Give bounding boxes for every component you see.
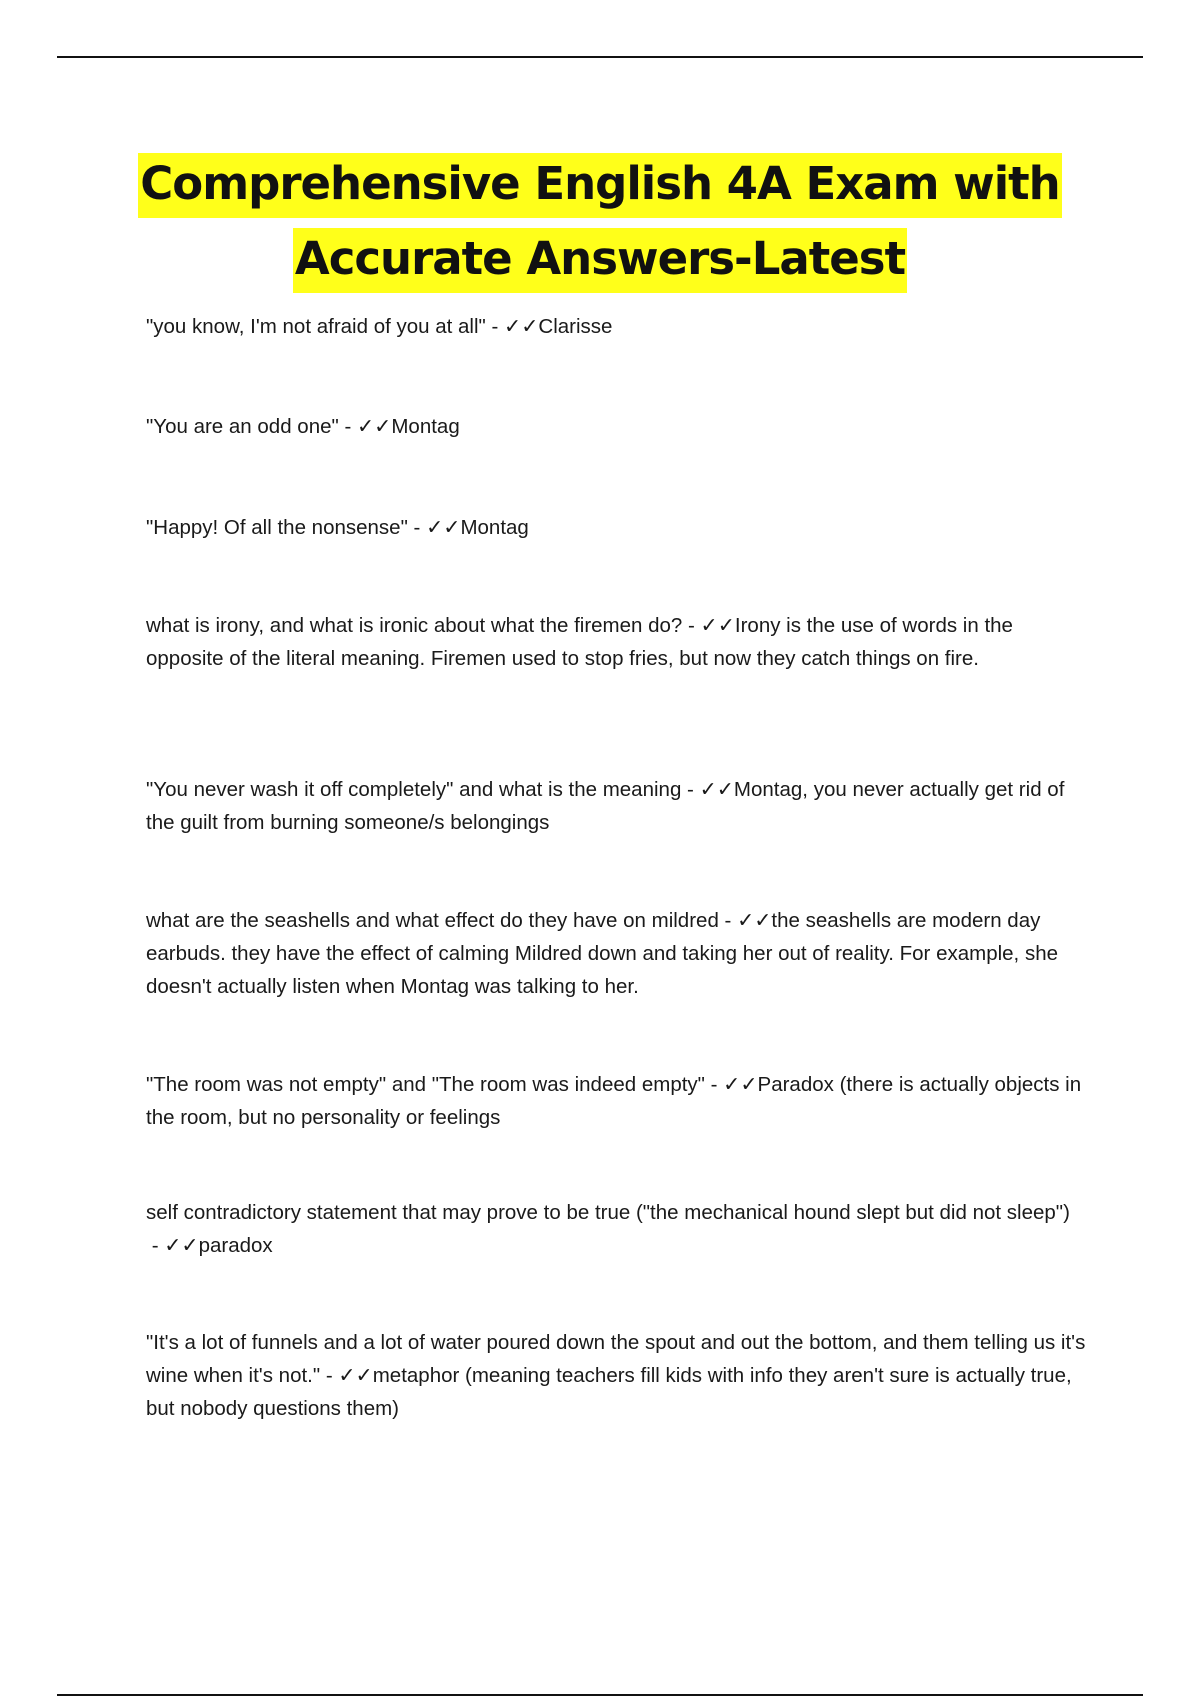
qa-question: self contradictory statement that may prove to be true ("the mechanical hound slept but did not sleep") [146,1201,1070,1224]
qa-item [146,310,1086,343]
qa-separator: - [320,1364,339,1387]
qa-answer: Irony is the use of words in the opposite of the literal meaning. Firemen used to stop fries, but now they catch things on fire. [146,614,1013,670]
qa-separator: - [338,415,357,438]
qa-item [146,773,1086,839]
double-check-icon: ✓✓ [699,778,734,801]
title-text-1: Comprehensive English 4A Exam with [138,153,1061,218]
qa-separator: - [485,315,505,338]
title-text-2: Accurate Answers-Latest [293,228,907,293]
qa-item [146,1068,1086,1134]
qa-item [146,609,1086,675]
qa-question: "Happy! Of all the nonsense" [146,516,408,539]
double-check-icon: ✓✓ [700,614,735,637]
document-title [0,146,1200,296]
top-rule [57,56,1143,58]
qa-answer: Clarisse [538,315,613,338]
double-check-icon: ✓✓ [338,1364,373,1387]
qa-item [146,511,1086,544]
qa-separator: - [146,1234,165,1257]
qa-item [146,904,1086,1003]
double-check-icon: ✓✓ [426,516,461,539]
qa-answer: Montag [391,415,460,438]
qa-question: "you know, I'm not afraid of you at all" [146,315,486,338]
qa-question: "The room was not empty" and "The room was indeed empty" [146,1073,705,1096]
title-line-2 [0,221,1200,296]
double-check-icon: ✓✓ [723,1073,758,1096]
qa-answer: Montag, you never actually get rid of the guilt from burning someone/s belongings [146,778,1065,834]
double-check-icon: ✓✓ [357,415,392,438]
qa-answer: the seashells are modern day earbuds. they have the effect of calming Mildred down and taking her out of reality. For example, she doesn't actually listen when Montag was talking to her. [146,909,1058,998]
title-line-1 [0,146,1200,221]
qa-question: "You never wash it off completely" and what is the meaning [146,778,682,801]
qa-answer: paradox [198,1234,273,1257]
qa-separator: - [407,516,427,539]
qa-item [146,1196,1086,1262]
qa-question: "It's a lot of funnels and a lot of water poured down the spout and out the bottom, and them telling us it's wine when it's not." [146,1331,1086,1387]
qa-answer: metaphor (meaning teachers fill kids with info they aren't sure is actually true, but nobody questions them) [146,1364,1072,1420]
qa-separator: - [718,909,738,932]
qa-item [146,410,1086,443]
qa-separator: - [681,778,700,801]
qa-question: what are the seashells and what effect do they have on mildred [146,909,719,932]
bottom-rule [57,1694,1143,1696]
qa-question: what is irony, and what is ironic about what the firemen do? [146,614,683,637]
qa-item [146,1326,1086,1425]
qa-answer: Montag [460,516,529,539]
qa-question: "You are an odd one" [146,415,339,438]
double-check-icon: ✓✓ [737,909,772,932]
double-check-icon: ✓✓ [504,315,539,338]
qa-separator: - [704,1073,724,1096]
double-check-icon: ✓✓ [164,1234,199,1257]
qa-separator: - [682,614,701,637]
qa-answer: Paradox (there is actually objects in the room, but no personality or feelings [146,1073,1082,1129]
